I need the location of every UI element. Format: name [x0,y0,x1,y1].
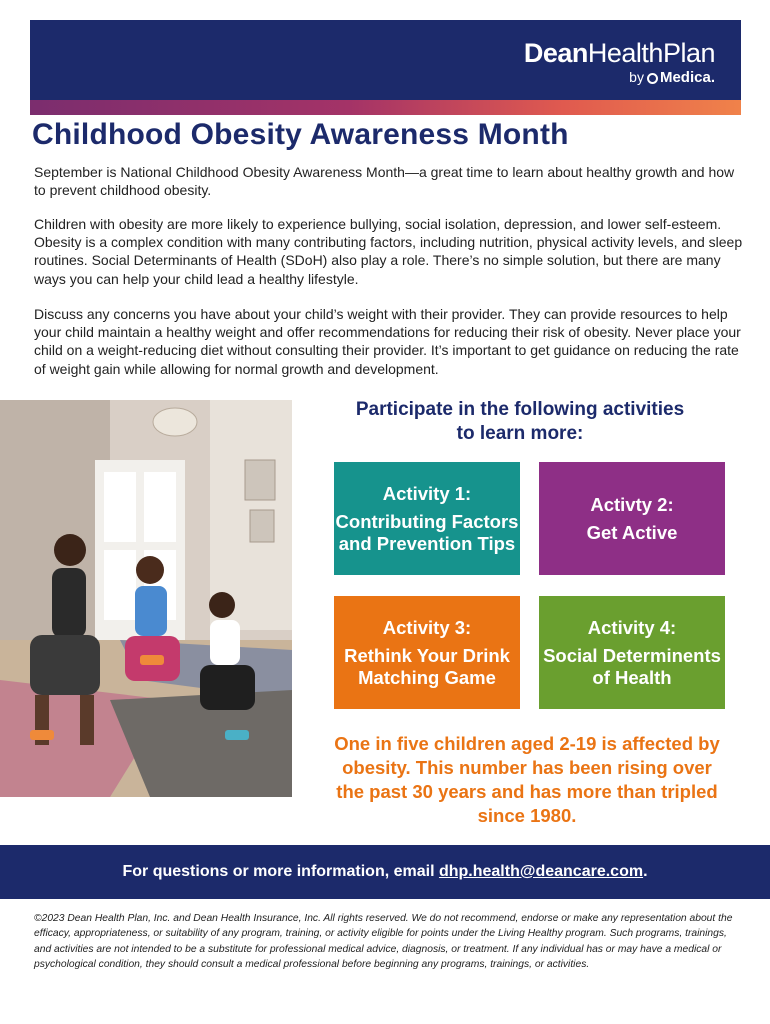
contact-footer-bar [0,845,770,899]
provider-paragraph: Discuss any concerns you have about your child’s weight with their provider. They can provide resources to help your child maintain a healthy weight and offer recommendations for reducing their risk of obesity. Never place your child on a weight-reducing diet without consulting their provider. It’s important to get guidance on reducing the rate of weight gain while allowing for normal growth and development. [34,306,741,377]
activity-2-label: Activty 2: [590,493,674,515]
activity-4-tile[interactable] [539,596,725,709]
logo-light-text: HealthPlan [587,38,715,68]
intro-paragraph: September is National Childhood Obesity Awareness Month—a great time to learn about healthy growth and how to prevent childhood obesity. [34,164,735,199]
family-exercise-illustration [0,400,292,797]
activity-1-title: Contributing Factors and Prevention Tips [335,510,519,554]
contact-prefix: For questions or more information, email [122,863,439,880]
logo-bold-text: Dean [523,38,588,68]
logo-byline [524,68,715,87]
logo-partner-text: Medica. [659,69,715,86]
header-gradient-bar [30,100,741,115]
contact-suffix: . [643,863,648,880]
activity-1-label: Activity 1: [382,482,472,504]
medica-mark-icon [647,73,658,84]
activity-3-title: Rethink Your Drink Matching Game [344,644,510,688]
contact-text [0,862,770,882]
header-banner [30,20,741,100]
activity-4-label: Activity 4: [587,616,677,638]
logo-by-text: by [629,69,644,85]
activity-4-title: Social Determinents of Health [543,644,721,688]
logo-wordmark [524,38,715,68]
obesity-statistic: One in five children aged 2-19 is affected by obesity. This number has been rising over the past 30 years and has more than tripled since 1980. [334,733,720,826]
activity-2-tile[interactable] [539,462,725,575]
legal-disclaimer: ©2023 Dean Health Plan, Inc. and Dean Health Insurance, Inc. All rights reserved. We do not recommend, endorse or make any representation about the efficacy, appropriateness, or suitability of any program, training, or activity eligible for points under the Living Healthy program. Such programs, trainings, and activities are not intended to be a substitute for professional medical advice, diagnosis, or treatment. If any individual has or may have a medical or psychological condition, they should consult a medical professional before beginning any programs, trainings, or activities. [34,913,733,970]
family-exercise-photo [0,400,292,797]
activity-2-title: Get Active [586,521,678,543]
activity-3-tile[interactable] [334,596,520,709]
dean-health-plan-logo[interactable] [524,38,715,87]
risks-paragraph: Children with obesity are more likely to experience bullying, social isolation, depression, and lower self-esteem. Obesity is a complex condition with many contributing factors, including nutrition, physical activity levels, and sleep routines. Social Determinants of Health (SDoH) also play a role. There’s no simple solution, but there are many ways you can help your child lead a healthy lifestyle. [34,216,743,287]
contact-email-link[interactable]: dhp.health@deancare.com [438,863,644,880]
activity-1-tile[interactable] [334,462,520,575]
page-title: Childhood Obesity Awareness Month [32,118,569,151]
participate-heading: Participate in the following activities to learn more: [355,399,685,444]
activity-3-label: Activity 3: [382,616,472,638]
